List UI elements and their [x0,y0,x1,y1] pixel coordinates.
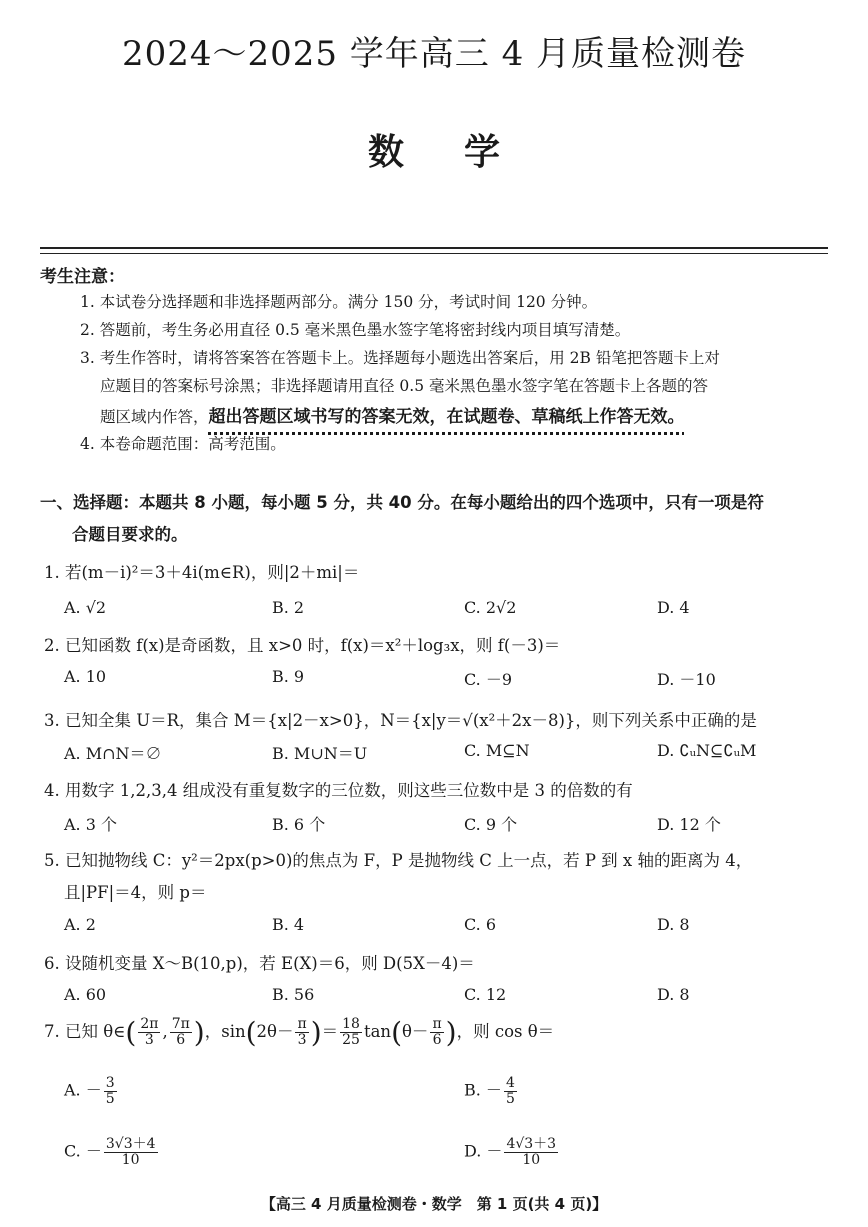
exam-title: 2024～2025 学年高三 4 月质量检测卷 [121,34,747,74]
q7-k-num: 18 [342,1016,360,1033]
q7-tan: tan [363,1022,392,1041]
q4-option-a: A. 3 个 [64,815,117,834]
q7-eq: ＝ [321,1022,339,1041]
q1-option-d: D. 4 [657,598,690,617]
q5-option-b: B. 4 [272,915,305,934]
q4-option-c: C. 9 个 [464,815,518,834]
q6-option-c: C. 12 [464,985,507,1004]
q3-option-b: B. M∪N＝U [272,744,368,763]
notice-item: 1. 本试卷分选择题和非选择题两部分。满分 150 分，考试时间 120 分钟。 [80,293,598,311]
question-5-stem: 5. 已知抛物线 C：y²＝2px(p>0)的焦点为 F，P 是抛物线 C 上一点，若 P 到 x 轴的距离为 4， [44,851,753,870]
q5-option-d: D. 8 [657,915,690,934]
q7-frac-a-num: 2π [140,1016,159,1033]
q7-frac-pi6 [430,1017,443,1047]
question-6-stem: 6. 设随机变量 X～B(10,p)，若 E(X)＝6，则 D(5X－4)＝ [44,954,475,973]
question-5-stem-cont: 且|PF|＝4，则 p＝ [64,883,207,902]
q7-option-d-label: D. － [464,1141,503,1161]
notice-item-line [100,402,685,427]
q4-option-b: B. 6 个 [272,815,326,834]
q7-option-a [64,1076,119,1106]
q7-option-d-den: 10 [522,1151,541,1168]
notice-item: 3. 考生作答时，请将答案答在答题卡上。选择题每小题选出答案后，用 2B 铅笔把答题卡上对 [80,349,720,367]
q7-prefix: 7. 已知 θ∈ [44,1022,126,1041]
q6-option-d: D. 8 [657,985,690,1004]
q7-frac-a [138,1017,160,1047]
notice-item: 2. 答题前，考生务必用直径 0.5 毫米黑色墨水签字笔将密封线内项目填写清楚。 [80,321,631,339]
question-3-stem: 3. 已知全集 U＝R，集合 M＝{x|2－x>0}，N＝{x|y＝√(x²＋2x－8)}，则下列关系中正确的是 [44,711,757,730]
q4-option-d: D. 12 个 [657,815,721,834]
q7-tan-arg: θ－ [402,1022,429,1041]
q7-frac-k [340,1017,362,1047]
q7-option-d [464,1137,560,1167]
q2-option-a: A. 10 [64,667,107,686]
question-1-stem: 1. 若(m－i)²＝3＋4i(m∈R)，则|2＋mi|＝ [44,563,360,582]
q7-option-a-label: A. － [64,1080,102,1100]
q7-option-c-den: 10 [121,1151,140,1168]
q7-pi3-den: 3 [297,1032,307,1048]
q7-suffix: ，则 cos θ＝ [456,1022,555,1041]
q7-option-c [64,1137,160,1167]
notice-item: 应题目的答案标号涂黑；非选择题请用直径 0.5 毫米黑色墨水签字笔在答题卡上各题的答 [100,377,709,395]
q7-option-d-num: 4√3＋3 [506,1136,557,1152]
question-4-stem: 4. 用数字 1,2,3,4 组成没有重复数字的三位数，则这些三位数中是 3 的倍数的有 [44,781,633,800]
divider-thin [40,253,828,254]
q2-option-b: B. 9 [272,667,305,686]
q3-option-d: D. ∁ᵤN⊆∁ᵤM [657,741,757,760]
notice-heading: 考生注意： [40,267,125,287]
q5-option-a: A. 2 [64,915,96,934]
q7-option-a-num: 3 [105,1075,115,1091]
q7-sin-arg: 2θ－ [256,1022,294,1041]
section-heading-cont: 合题目要求的。 [72,525,188,544]
q7-pi6-num: π [432,1016,442,1033]
q7-frac-a-den: 3 [144,1032,154,1048]
q1-option-a: A. √2 [64,598,107,617]
q7-option-c-label: C. － [64,1141,102,1161]
q7-pi3-num: π [297,1016,307,1033]
q7-option-b [464,1076,519,1106]
q7-frac-b-num: 7π [171,1016,190,1033]
q5-option-c: C. 6 [464,915,497,934]
q7-frac-b [170,1017,192,1047]
q6-option-b: B. 56 [272,985,315,1004]
q7-option-c-num: 3√3＋4 [105,1136,156,1152]
divider-thick [40,247,828,249]
page-footer: 【高三 4 月质量检测卷・数学 第 1 页(共 4 页)】 [260,1195,608,1213]
notice-item: 题区域内作答， [100,408,209,426]
q6-option-a: A. 60 [64,985,107,1004]
q2-option-d: D. －10 [657,670,716,689]
q2-option-c: C. －9 [464,670,513,689]
q7-frac-pi3 [295,1017,308,1047]
q7-sin: ，sin [204,1022,246,1041]
q1-option-c: C. 2√2 [464,598,517,617]
q7-option-a-den: 5 [105,1090,115,1107]
q7-option-b-den: 5 [505,1090,515,1107]
question-7-stem: 7. 已知 θ∈( $\frac{2\pi}{3}$ , $\frac{7\pi}{6}$ )，sin(2θ－ $\frac{\pi}{3}$ )＝ $\frac{18}{25}$ tan(θ－ $\frac{\pi}{6}$ )，则 cos θ＝ [44,1016,555,1049]
notice-item: 4. 本卷命题范围：高考范围。 [80,435,286,453]
q1-option-b: B. 2 [272,598,305,617]
q7-frac-b-den: 6 [176,1032,186,1048]
q7-k-den: 25 [342,1032,360,1048]
q7-option-b-label: B. － [464,1080,502,1100]
question-2-stem: 2. 已知函数 f(x)是奇函数，且 x>0 时，f(x)＝x²＋log₃x，则 f(－3)＝ [44,636,561,655]
section-heading: 一、选择题：本题共 8 小题，每小题 5 分，共 40 分。在每小题给出的四个选项中，只有一项是符 [40,493,764,512]
q7-pi6-den: 6 [432,1032,442,1048]
notice-emphasis: 超出答题区域书写的答案无效，在试题卷、草稿纸上作答无效。 [208,407,685,427]
subject-title: 数学 [367,132,560,173]
q3-option-a: A. M∩N＝∅ [64,744,162,763]
q7-option-b-num: 4 [505,1075,515,1091]
q3-option-c: C. M⊆N [464,741,530,760]
